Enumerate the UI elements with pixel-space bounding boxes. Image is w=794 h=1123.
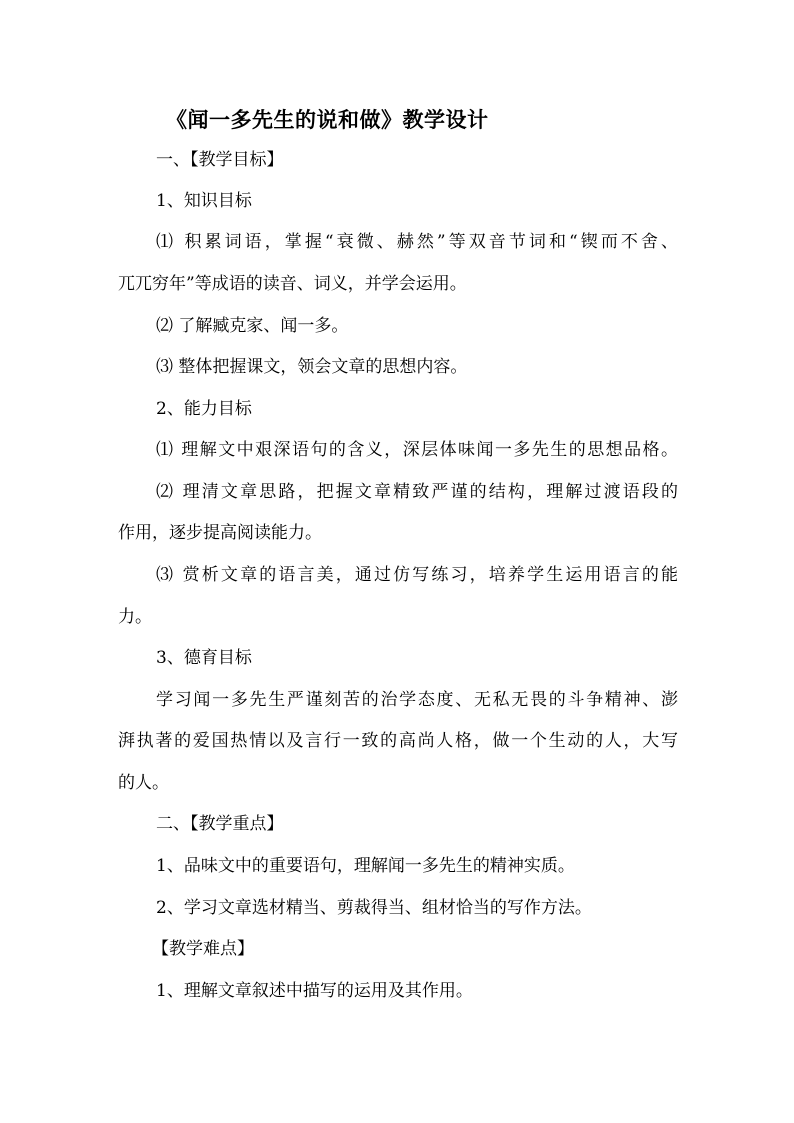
section-heading-objectives: 一、【教学目标】 xyxy=(156,150,284,170)
paragraph-line: ⑶ 整体把握课文，领会文章的思想内容。 xyxy=(156,357,468,377)
paragraph-line: 力。 xyxy=(118,607,152,627)
paragraph-line: 湃执著的爱国热情以及言行一致的高尚人格，做一个生动的人，大写 xyxy=(118,731,678,751)
paragraph-line: 1、理解文章叙述中描写的运用及其作用。 xyxy=(156,981,473,1001)
paragraph-line: ⑵ 理清文章思路，把握文章精致严谨的结构，理解过渡语段的 xyxy=(156,482,678,502)
paragraph-line: 兀兀穷年”等成语的读音、词义，并学会运用。 xyxy=(118,274,467,294)
paragraph-line: ⑴ 积累词语，掌握“衰微、赫然”等双音节词和“锲而不舍、 xyxy=(156,232,678,252)
paragraph-line: 2、学习文章选材精当、剪裁得当、组材恰当的写作方法。 xyxy=(156,898,592,918)
section-heading-key-points: 二、【教学重点】 xyxy=(156,814,284,834)
paragraph-line: ⑵ 了解臧克家、闻一多。 xyxy=(156,316,349,336)
paragraph-line: 的人。 xyxy=(118,773,169,793)
subheading-knowledge: 1、知识目标 xyxy=(156,191,252,211)
paragraph-line: ⑶ 赏析文章的语言美，通过仿写练习，培养学生运用语言的能 xyxy=(156,565,678,585)
section-heading-difficulties: 【教学难点】 xyxy=(152,939,254,959)
paragraph-line: 学习闻一多先生严谨刻苦的治学态度、无私无畏的斗争精神、澎 xyxy=(156,690,678,710)
document-title: 《闻一多先生的说和做》教学设计 xyxy=(166,107,489,132)
paragraph-line: ⑴ 理解文中艰深语句的含义，深层体味闻一多先生的思想品格。 xyxy=(156,440,678,460)
subheading-moral: 3、德育目标 xyxy=(156,648,252,668)
subheading-ability: 2、能力目标 xyxy=(156,399,252,419)
paragraph-line: 1、品味文中的重要语句，理解闻一多先生的精神实质。 xyxy=(156,856,575,876)
paragraph-line: 作用，逐步提高阅读能力。 xyxy=(118,523,322,543)
